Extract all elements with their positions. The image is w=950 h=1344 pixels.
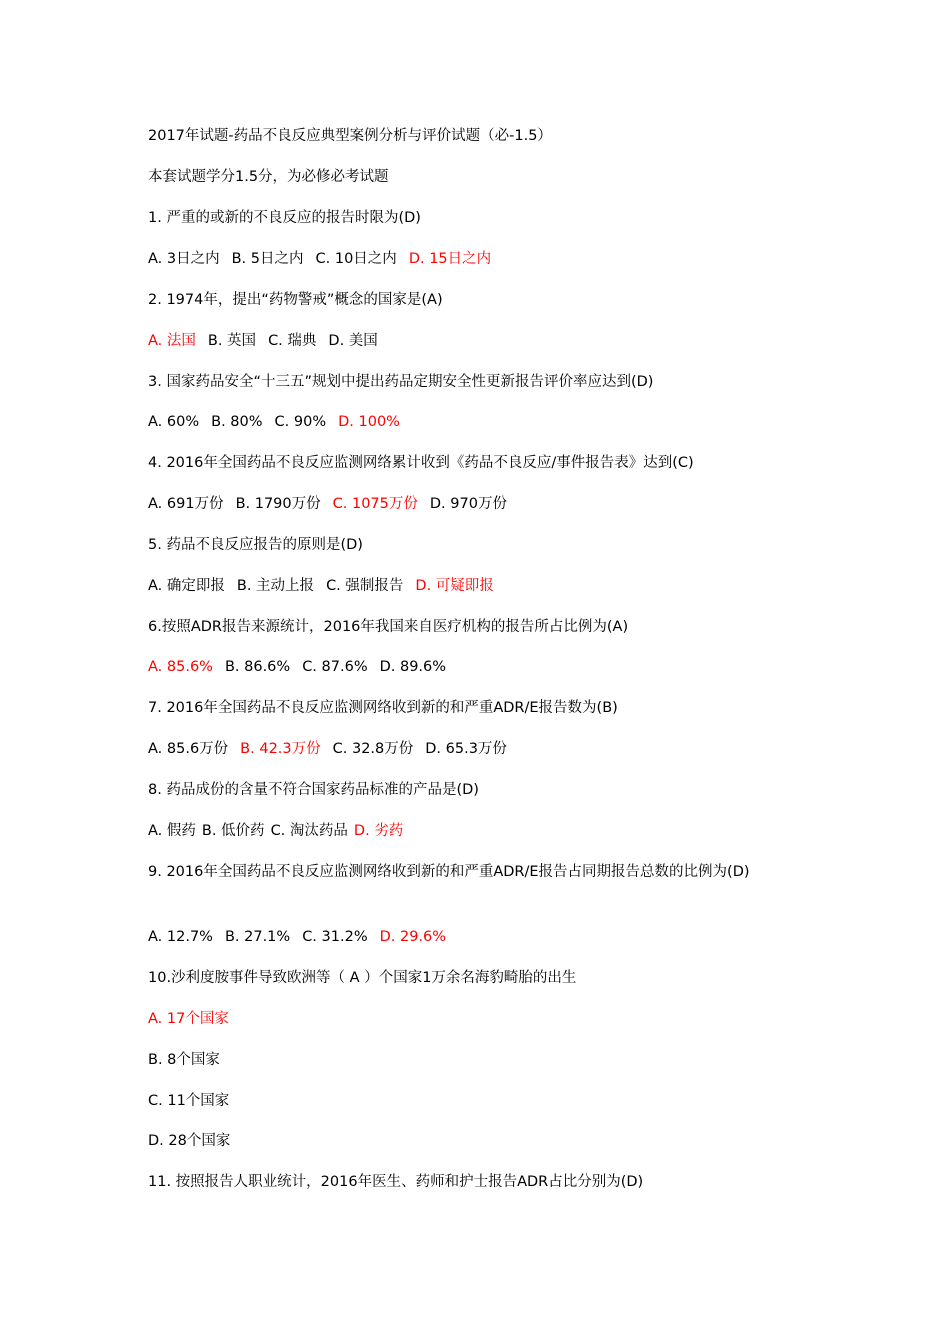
question-2: 2. 1974年，提出“药物警戒”概念的国家是(A) [148,292,443,308]
option-5a: A. 确定即报 [148,578,225,594]
option-8a: A. 假药 [148,823,196,839]
question-5: 5. 药品不良反应报告的原则是(D) [148,537,363,553]
option-7b-answer: B. 42.3万份 [240,741,321,757]
option-7d: D. 65.3万份 [425,741,507,757]
option-2b: B. 英国 [207,333,257,349]
option-4b: B. 1790万份 [235,496,321,512]
option-10a-answer: A. 17个国家 [148,1011,229,1027]
options-5 [148,576,494,596]
options-6 [148,657,446,677]
option-8d-answer: D. 劣药 [353,823,404,839]
option-3b: B. 80% [211,414,263,430]
option-7c: C. 32.8万份 [332,741,414,757]
option-3c: C. 90% [274,414,327,430]
option-8c: C. 淘汰药品 [270,823,348,839]
question-8: 8. 药品成份的含量不符合国家药品标准的产品是(D) [148,782,479,798]
option-10d: D. 28个国家 [148,1133,231,1149]
document-title: 2017年试题-药品不良反应典型案例分析与评价试题（必-1.5） [148,128,552,144]
question-1: 1. 严重的或新的不良反应的报告时限为(D) [148,210,421,226]
option-10b: B. 8个国家 [148,1052,220,1068]
option-3d-answer: D. 100% [338,414,400,430]
option-2a-answer: A. 法国 [148,333,196,349]
options-7 [148,739,507,759]
option-6b: B. 86.6% [224,659,291,675]
question-11: 11. 按照报告人职业统计，2016年医生、药师和护士报告ADR占比分别为(D) [148,1174,644,1190]
options-2 [148,331,378,351]
question-6: 6.按照ADR报告来源统计，2016年我国来自医疗机构的报告所占比例为(A) [148,619,629,635]
question-3: 3. 国家药品安全“十三五”规划中提出药品定期安全性更新报告评价率应达到(D) [148,374,654,390]
options-9 [148,927,446,947]
option-2d: D. 美国 [328,333,378,349]
option-5c: C. 强制报告 [326,578,404,594]
question-10: 10.沙利度胺事件导致欧洲等（ A ）个国家1万余名海豹畸胎的出生 [148,970,577,986]
option-9d-answer: D. 29.6% [379,929,447,945]
option-6c: C. 87.6% [302,659,368,675]
document-intro: 本套试题学分1.5分，为必修必考试题 [148,169,389,185]
option-5d-answer: D. 可疑即报 [415,578,494,594]
option-2c: C. 瑞典 [268,333,317,349]
option-4d: D. 970万份 [429,496,507,512]
options-4 [148,494,507,514]
question-7: 7. 2016年全国药品不良反应监测网络收到新的和严重ADR/E报告数为(B) [148,700,618,716]
options-1 [148,249,491,269]
option-9b: B. 27.1% [224,929,291,945]
options-8 [148,821,403,841]
option-8b: B. 低价药 [201,823,265,839]
option-5b: B. 主动上报 [236,578,315,594]
option-9c: C. 31.2% [302,929,368,945]
question-4: 4. 2016年全国药品不良反应监测网络累计收到《药品不良反应/事件报告表》达到(C) [148,455,694,471]
option-1b: B. 5日之内 [231,251,304,267]
option-7a: A. 85.6万份 [148,741,229,757]
option-9a: A. 12.7% [148,929,213,945]
option-1d-answer: D. 15日之内 [408,251,492,267]
option-4c-answer: C. 1075万份 [332,496,418,512]
options-3 [148,412,400,432]
option-1c: C. 10日之内 [315,251,397,267]
option-4a: A. 691万份 [148,496,224,512]
option-1a: A. 3日之内 [148,251,220,267]
option-3a: A. 60% [148,414,200,430]
option-6d: D. 89.6% [379,659,447,675]
question-9: 9. 2016年全国药品不良反应监测网络收到新的和严重ADR/E报告占同期报告总数的比例为(D) [148,864,750,880]
option-10c: C. 11个国家 [148,1093,230,1109]
option-6a-answer: A. 85.6% [148,659,213,675]
